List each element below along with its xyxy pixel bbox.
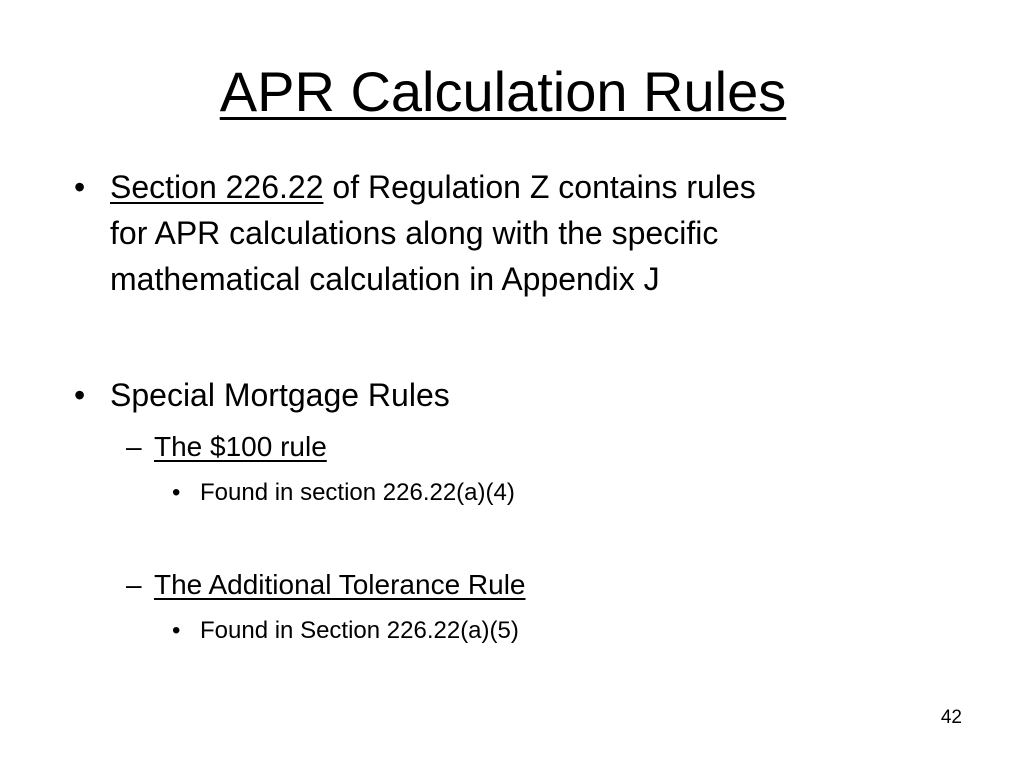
bullet-item-regulation: [74, 164, 954, 314]
slide-title: APR Calculation Rules: [219, 60, 787, 123]
bullet-text-line2: for APR calculations along with the specific: [110, 215, 719, 251]
bullet-text: Special Mortgage Rules: [110, 377, 450, 413]
bullet-marker: •: [74, 169, 86, 205]
link-100-rule[interactable]: The $100 rule: [154, 431, 327, 462]
page-number: 42: [940, 707, 962, 728]
bullet-text-line1: of Regulation Z contains rules: [323, 169, 756, 205]
bullet-marker: •: [74, 377, 86, 413]
bullet-text: [110, 164, 940, 302]
bullet-text-line3: mathematical calculation in Appendix J: [110, 261, 660, 297]
detail-text: Found in Section 226.22(a)(5): [200, 617, 519, 644]
dash-marker: –: [126, 431, 142, 462]
dash-marker: –: [126, 569, 142, 600]
bullet-marker: •: [172, 479, 181, 506]
bullet-marker: •: [172, 617, 181, 644]
link-tolerance-rule[interactable]: The Additional Tolerance Rule: [154, 569, 526, 600]
bullet-item-mortgage-rules: [74, 372, 954, 418]
section-link[interactable]: Section 226.22: [110, 169, 324, 205]
detail-text: Found in section 226.22(a)(4): [200, 479, 515, 506]
